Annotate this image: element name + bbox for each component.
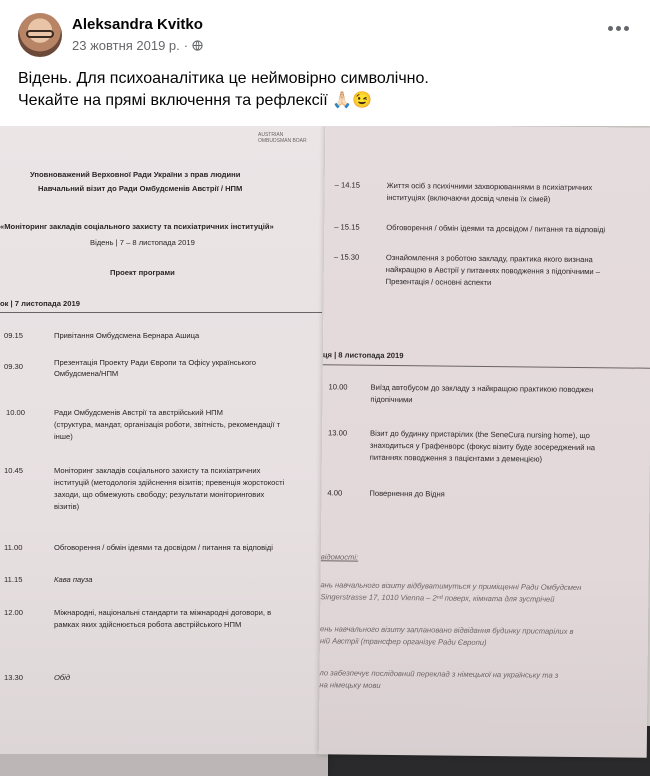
time-cell: 10.00 [328, 382, 348, 392]
post-photo[interactable] [0, 126, 650, 776]
post-text-line-2: Чекайте на прямі включення та рефлексії 🙏🏻😉 [18, 92, 372, 109]
divider [0, 312, 322, 313]
day-heading: ок | 7 листопада 2019 [0, 299, 80, 308]
agenda-text: Обговорення / обмін ідеями та досвідом / питання та відповіді [54, 543, 273, 552]
agenda-text: найкращою в Австрії у питаннях поводження з підопічними – [385, 264, 601, 277]
logo-text-1: AUSTRIAN [258, 132, 284, 138]
post-header [0, 0, 650, 64]
post-meta [72, 38, 203, 53]
agenda-text: Презентація / основні аспекти [385, 276, 492, 288]
agenda-text: Виїзд автобусом до закладу з найкращою практикою поводжен [370, 382, 594, 395]
agenda-text: Повернення до Відня [369, 488, 445, 499]
agenda-text: візитів) [54, 502, 80, 511]
document-page-right [319, 126, 650, 758]
agenda-text: інституціях (включаючи досвід членів їх сімей) [386, 192, 551, 204]
time-cell: 10.45 [4, 466, 24, 475]
time-cell: 13.00 [328, 428, 348, 438]
post-date[interactable]: 23 жовтня 2019 р. [72, 38, 180, 53]
agenda-text: питаннях поводження з пацієнтами з деменцією) [369, 452, 543, 464]
time-cell: 09.30 [4, 362, 24, 371]
time-cell: – 14.15 [334, 180, 361, 190]
photo-shadow [0, 754, 328, 776]
notes-title: відомості: [320, 552, 359, 562]
agenda-text: Обід [54, 673, 71, 682]
agenda-text: підопічними [370, 394, 413, 405]
avatar[interactable] [18, 13, 62, 57]
agenda-text: Візит до будинку пристарілих (the SeneCura nursing home), що [370, 428, 590, 441]
agenda-text: інституцій (методологія здійснення візитів; превенція жорстокості [54, 478, 285, 487]
note-line: на німецьку мови [319, 680, 381, 690]
time-cell: 09.15 [4, 331, 24, 340]
agenda-text: Привітання Омбудсмена Бернара Ашица [54, 331, 200, 340]
post-text [18, 68, 638, 112]
note-line: ло забезпечує послідовний переклад з німецької на українську та з [319, 668, 559, 680]
doc-heading-5: Проект програми [110, 268, 175, 277]
globe-icon [192, 40, 203, 51]
agenda-text: знаходиться у Графенворс (фокус візиту буде зосереджений на [369, 440, 596, 453]
note-line: ній Австрії (трансфер організує Ради Європи) [319, 636, 487, 648]
agenda-text: Ознайомлення з роботою закладу, практика якого визнана [385, 252, 593, 265]
time-cell: – 15.30 [333, 252, 360, 262]
agenda-text: Презентація Проекту Ради Європи та Офісу українського [54, 358, 257, 367]
meta-separator: · [183, 38, 189, 53]
agenda-text: рамках яких здійснюється робота австрійського НПМ [54, 620, 242, 629]
note-line: Singerstrasse 17, 1010 Vienna – 2ⁿᵈ поверх, кімната для зустрічей [320, 592, 555, 604]
agenda-text: (структура, мандат, організація роботи, звітність, рекомендації т [54, 420, 281, 429]
agenda-text: Моніторинг закладів соціального захисту та психіатричних [54, 466, 261, 475]
more-options-icon[interactable] [608, 26, 632, 34]
document-page-left [0, 126, 328, 776]
time-cell: 11.15 [4, 575, 23, 584]
time-cell: – 15.15 [334, 222, 360, 232]
agenda-text: Омбудсмена/НПМ [54, 369, 119, 378]
agenda-text: Міжнародні, національні стандарти та міжнародні договори, в [54, 608, 272, 617]
agenda-text: інше) [54, 432, 73, 441]
time-cell: 13.30 [4, 673, 24, 682]
doc-heading-1: Уповноважений Верховної Ради України з прав людини [30, 170, 241, 179]
note-line: ень навчального візиту заплановано відвідання будинку пристарілих в [319, 624, 574, 636]
doc-heading-4: Відень | 7 – 8 листопада 2019 [90, 238, 195, 247]
agenda-text: заходи, що обмежують свободу; результати моніторингових [54, 490, 265, 499]
note-line: ань навчального візиту відбуватимуться у приміщенні Ради Омбудсмен [320, 580, 582, 593]
time-cell: 10.00 [6, 408, 26, 417]
agenda-text: Життя осіб з психічними захворюваннями в психіатричних [386, 180, 593, 193]
time-cell: 11.00 [4, 543, 23, 552]
day-heading: ця | 8 листопада 2019 [322, 350, 404, 361]
doc-heading-3: «Моніторинг закладів соціального захисту та психіатричних інституцій» [0, 222, 274, 231]
author-name[interactable]: Aleksandra Kvitko [72, 16, 203, 33]
agenda-text: Кава пауза [54, 575, 93, 584]
doc-heading-2: Навчальний візит до Ради Омбудсменів Австрії / НПМ [38, 184, 243, 193]
post-text-line-1: Відень. Для психоаналітика це неймовірно символічно. [18, 70, 429, 87]
agenda-text: Ради Омбудсменів Австрії та австрійський НПМ [54, 408, 223, 417]
time-cell: 12.00 [4, 608, 24, 617]
logo-text-2: OMBUDSMAN BOAR [258, 138, 307, 144]
emoji: 🙏🏻😉 [332, 92, 372, 109]
time-cell: 4.00 [327, 488, 343, 498]
agenda-text: Обговорення / обмін ідеями та досвідом / питання та відповіді [386, 222, 606, 235]
divider [323, 364, 650, 368]
